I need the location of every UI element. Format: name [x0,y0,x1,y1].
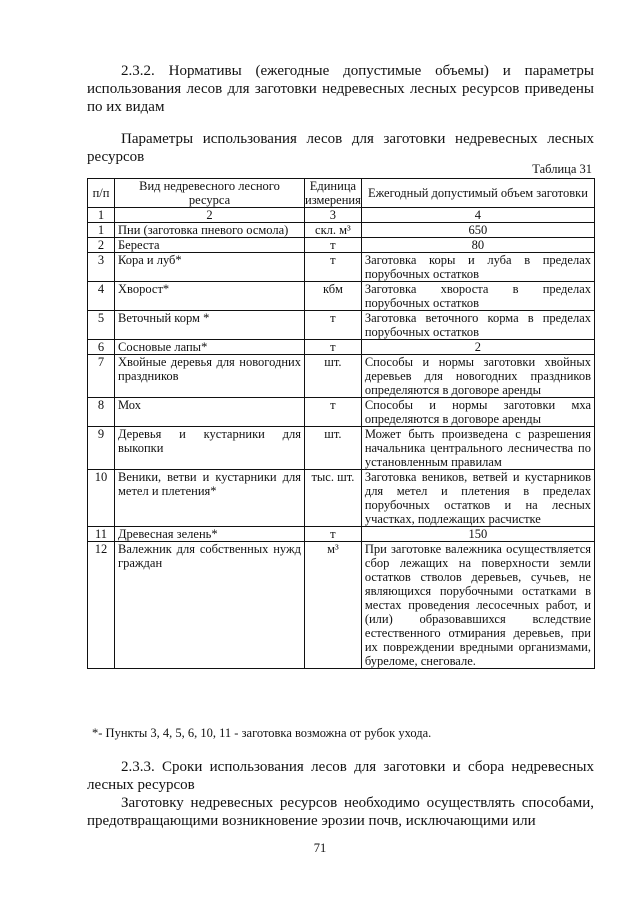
annual-volume: 150 [361,527,594,542]
resource-name: Древесная зелень* [115,527,305,542]
header-resource-type: Вид недревесного лесного ресурса [115,179,305,208]
nonwood-resources-table [87,178,595,669]
resource-name: Хворост* [115,282,305,311]
table-row [88,282,595,311]
section-2-3-3-paragraph: Заготовку недревесных ресурсов необходимо осуществлять способами, предотвращающими возникновение эрозии почв, исключающими или [87,795,594,829]
table-row [88,542,595,669]
annual-volume: Заготовка веников, ветвей и кустарников для метел и плетения в пределах порубочных остатков и на лесных участках, подлежащих расчистке [361,470,594,527]
annual-volume: Способы и нормы заготовки мха определяются в договоре аренды [361,398,594,427]
resource-name: Мох [115,398,305,427]
table-row [88,427,595,470]
row-number: 9 [88,427,115,470]
annual-volume: При заготовке валежника осуществляется сбор лежащих на поверхности земли остатков стволов деревьев, сучьев, не являющихся порубочными остатками в местах проведения лесосечных работ, и (или) образовавшихся вследствие естественного отмирания деревьев, при их повреждении вредными организмами, буреломе, снеговале. [361,542,594,669]
resource-name: Пни (заготовка пневого осмола) [115,223,305,238]
column-number: 4 [361,208,594,223]
annual-volume: Может быть произведена с разрешения начальника центрального лесничества по установленным правилам [361,427,594,470]
annual-volume: Заготовка хвороста в пределах порубочных остатков [361,282,594,311]
row-number: 12 [88,542,115,669]
header-number: п/п [88,179,115,208]
section-2-3-3-heading: 2.3.3. Сроки использования лесов для заготовки и сбора недревесных лесных ресурсов [87,759,594,793]
unit: т [305,527,362,542]
table-row [88,470,595,527]
table-row [88,355,595,398]
row-number: 8 [88,398,115,427]
table-row [88,340,595,355]
unit: т [305,340,362,355]
row-number: 6 [88,340,115,355]
row-number: 2 [88,238,115,253]
table-row [88,527,595,542]
table-footnote: *- Пункты 3, 4, 5, 6, 10, 11 - заготовка возможна от рубок ухода. [92,726,432,740]
column-number-row [88,208,595,223]
table-row [88,253,595,282]
unit: т [305,238,362,253]
unit: тыс. шт. [305,470,362,527]
row-number: 5 [88,311,115,340]
resource-name: Сосновые лапы* [115,340,305,355]
section-2-3-2-heading: 2.3.2. Нормативы (ежегодные допустимые объемы) и параметры использования лесов для заготовки недревесных лесных ресурсов приведены по их видам [87,63,594,115]
annual-volume: 80 [361,238,594,253]
resource-name: Хвойные деревья для новогодних праздников [115,355,305,398]
annual-volume: Способы и нормы заготовки хвойных деревьев для новогодних праздников определяются в договоре аренды [361,355,594,398]
column-number: 1 [88,208,115,223]
column-number: 2 [115,208,305,223]
row-number: 11 [88,527,115,542]
unit: т [305,398,362,427]
page-number: 71 [313,841,327,855]
table-header-row [88,179,595,208]
table-row [88,398,595,427]
resource-name: Валежник для собственных нужд граждан [115,542,305,669]
row-number: 3 [88,253,115,282]
resource-name: Веники, ветви и кустарники для метел и плетения* [115,470,305,527]
resource-name: Деревья и кустарники для выкопки [115,427,305,470]
header-unit: Единица измерения [305,179,361,207]
row-number: 4 [88,282,115,311]
column-number: 3 [305,208,362,223]
row-number: 7 [88,355,115,398]
resource-name: Веточный корм * [115,311,305,340]
unit: м³ [305,542,362,669]
unit: т [305,253,362,282]
annual-volume: Заготовка коры и луба в пределах порубочных остатков [361,253,594,282]
annual-volume: 2 [361,340,594,355]
unit: шт. [305,355,362,398]
unit: кбм [305,282,362,311]
table-row [88,311,595,340]
unit: скл. м³ [305,223,362,238]
table-number: Таблица 31 [532,162,592,176]
unit: т [305,311,362,340]
table-caption: Параметры использования лесов для заготовки недревесных лесных ресурсов [87,131,594,165]
table-row [88,223,595,238]
row-number: 10 [88,470,115,527]
unit: шт. [305,427,362,470]
row-number: 1 [88,223,115,238]
annual-volume: 650 [361,223,594,238]
resource-name: Кора и луб* [115,253,305,282]
header-annual-volume: Ежегодный допустимый объем заготовки [361,179,594,208]
table-row [88,238,595,253]
resource-name: Береста [115,238,305,253]
annual-volume: Заготовка веточного корма в пределах порубочных остатков [361,311,594,340]
